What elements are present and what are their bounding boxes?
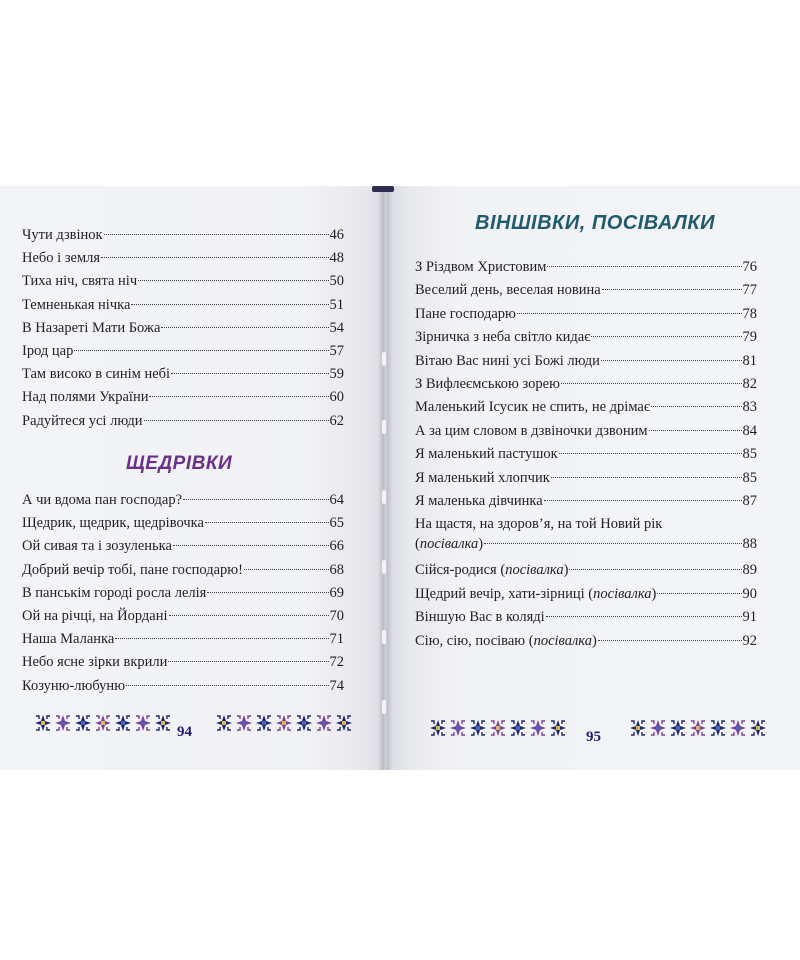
embroidery-motif-icon xyxy=(449,719,467,737)
toc-entry-page: 60 xyxy=(329,389,344,406)
right-page xyxy=(387,186,800,770)
toc-entry xyxy=(22,224,344,247)
toc-entry-title: В панськім городі росла лелія xyxy=(22,584,207,601)
binding-stitch xyxy=(382,560,386,574)
embroidery-motif-icon xyxy=(94,714,112,732)
toc-entry xyxy=(22,651,344,674)
dot-leader xyxy=(484,543,741,544)
toc-entry-page: 54 xyxy=(329,319,344,336)
dot-leader xyxy=(244,569,329,570)
dot-leader xyxy=(205,522,329,523)
embroidery-ornament-icon xyxy=(34,714,172,736)
dot-leader xyxy=(131,304,328,305)
binding-stitch xyxy=(382,630,386,644)
toc-entry-title: Вітаю Вас нині усі Божі люди xyxy=(415,352,600,369)
toc-entry-page: 46 xyxy=(329,227,344,243)
embroidery-ornament-icon xyxy=(215,714,353,736)
dot-leader xyxy=(546,616,742,617)
embroidery-motif-icon xyxy=(749,719,767,737)
toc-entry-page: 48 xyxy=(329,250,344,267)
dot-leader xyxy=(138,280,328,281)
binding-stitch xyxy=(382,420,386,434)
toc-entry-title: Тиха ніч, свята ніч xyxy=(22,273,138,290)
dot-leader xyxy=(161,327,328,328)
toc-entry xyxy=(22,317,344,340)
embroidery-motif-icon xyxy=(134,714,152,732)
toc-entry-page: 88 xyxy=(742,536,757,553)
toc-entry-title: Я маленька дівчинка xyxy=(415,493,543,509)
toc-entry-title: На щастя, на здоров’я, на той Новий рік xyxy=(415,516,663,533)
toc-entry-title: Там високо в синім небі xyxy=(22,366,171,383)
embroidery-motif-icon xyxy=(215,714,233,732)
binding-stitch xyxy=(382,700,386,714)
toc-entry-title: Наша Маланка xyxy=(22,631,115,648)
toc-entry-title: Зірничка з неба світло кидає xyxy=(415,329,591,346)
toc-entry-note: посівалка xyxy=(419,536,479,553)
toc-entry-page: 50 xyxy=(329,273,344,290)
dot-leader xyxy=(649,430,742,431)
dot-leader xyxy=(602,289,742,290)
toc-entry-title: А чи вдома пан господар? xyxy=(22,492,183,508)
dot-leader xyxy=(149,396,328,397)
toc-entry xyxy=(415,256,757,279)
embroidery-motif-icon xyxy=(275,714,293,732)
embroidery-motif-icon xyxy=(54,714,72,732)
toc-entry-page: 74 xyxy=(329,677,344,694)
toc-entry xyxy=(415,443,757,466)
embroidery-motif-icon xyxy=(469,719,487,737)
dot-leader xyxy=(169,615,329,616)
toc-entry-title: Маленький Ісусик не спить, не дрімає xyxy=(415,399,651,416)
toc-entry-page: 82 xyxy=(742,376,757,392)
toc-entry-title: Сійся-родися (посівалка) xyxy=(415,562,569,579)
toc-entry xyxy=(415,559,757,582)
toc-entry-title: Щедрик, щедрик, щедрівочка xyxy=(22,515,204,532)
toc-entry-page: 84 xyxy=(742,422,757,439)
toc-entry-title: А за цим словом в дзвіночки дзвоним xyxy=(415,422,648,439)
toc-entry-title: Веселий день, веселая новина xyxy=(415,282,601,299)
toc-entry-page: 69 xyxy=(329,584,344,601)
open-book xyxy=(0,186,800,770)
dot-leader xyxy=(598,640,742,641)
toc-entry xyxy=(415,279,757,302)
dot-leader xyxy=(569,569,741,570)
dot-leader xyxy=(591,336,741,337)
dot-leader xyxy=(168,661,328,662)
toc-entry-title: Козуню-любуню xyxy=(22,677,126,694)
embroidery-motif-icon xyxy=(235,714,253,732)
dot-leader xyxy=(104,234,329,235)
dot-leader xyxy=(126,685,328,686)
toc-entry-title: Я маленький хлопчик xyxy=(415,469,550,486)
toc-entry xyxy=(22,535,344,558)
dot-leader xyxy=(171,373,328,374)
toc-entry-page: 90 xyxy=(742,585,757,602)
toc-entry xyxy=(22,410,344,433)
embroidery-motif-icon xyxy=(295,714,313,732)
toc-entry-page: 92 xyxy=(742,632,757,649)
toc-entry-note: посівалка xyxy=(593,585,652,602)
embroidery-motif-icon xyxy=(34,714,52,732)
toc-entry-page: 77 xyxy=(742,282,757,299)
embroidery-motif-icon xyxy=(689,719,707,737)
dot-leader xyxy=(547,266,741,267)
toc-entry xyxy=(22,559,344,582)
toc-entry-page: 65 xyxy=(329,515,344,532)
toc-entry-page: 70 xyxy=(329,608,344,624)
toc-entry xyxy=(22,363,344,386)
cover-corner xyxy=(372,186,394,192)
toc-entry xyxy=(415,420,757,443)
toc-entry-page: 91 xyxy=(742,609,757,626)
embroidery-ornament-icon xyxy=(429,719,567,741)
toc-entry xyxy=(415,606,757,629)
toc-entry-page: 76 xyxy=(742,259,757,275)
dot-leader xyxy=(544,500,742,501)
embroidery-motif-icon xyxy=(669,719,687,737)
toc-entry-title: Ой на річці, на Йордані xyxy=(22,608,168,624)
dot-leader xyxy=(551,477,742,478)
toc-entry-title: Небо ясне зірки вкрили xyxy=(22,654,168,671)
toc-entry xyxy=(22,605,344,628)
toc-entry-page: 83 xyxy=(742,399,757,416)
dot-leader xyxy=(101,257,328,258)
embroidery-motif-icon xyxy=(74,714,92,732)
dot-leader xyxy=(183,499,328,500)
embroidery-motif-icon xyxy=(429,719,447,737)
toc-entry-title: Радуйтеся усі люди xyxy=(22,412,143,429)
dot-leader xyxy=(207,592,328,593)
toc-entry xyxy=(415,396,757,419)
embroidery-motif-icon xyxy=(649,719,667,737)
toc-entry xyxy=(22,582,344,605)
toc-entry-page: 57 xyxy=(329,343,344,359)
toc-entry-title: Добрий вечір тобі, пане господарю! xyxy=(22,561,243,578)
toc-entry xyxy=(22,294,344,317)
toc-entry-page: 81 xyxy=(742,352,757,369)
toc-entry-title: Небо і земля xyxy=(22,250,101,267)
embroidery-motif-icon xyxy=(114,714,132,732)
dot-leader xyxy=(559,453,742,454)
embroidery-motif-icon xyxy=(315,714,333,732)
embroidery-motif-icon xyxy=(709,719,727,737)
dot-leader xyxy=(601,360,742,361)
toc-entry-title: Ірод цар xyxy=(22,343,74,359)
toc-entry xyxy=(22,628,344,651)
toc-entry-title: Сію, сію, посіваю (посівалка) xyxy=(415,632,597,649)
toc-entry-title: Я маленький пастушок xyxy=(415,446,558,463)
dot-leader xyxy=(115,638,328,639)
toc-entry-title: В Назареті Мати Божа xyxy=(22,319,161,336)
toc-entry-page: 59 xyxy=(329,366,344,383)
dot-leader xyxy=(144,420,329,421)
toc-entry xyxy=(415,630,757,653)
toc-entry xyxy=(415,350,757,373)
dot-leader xyxy=(74,350,328,351)
page-number: 95 xyxy=(586,729,601,745)
section-heading-shchedrivky: ЩЕДРІВКИ xyxy=(126,453,233,474)
toc-entry-title: З Вифлеємською зорею xyxy=(415,376,560,392)
toc-entry-title: З Різдвом Христовим xyxy=(415,259,547,275)
toc-entry xyxy=(22,270,344,293)
embroidery-motif-icon xyxy=(255,714,273,732)
toc-entry xyxy=(415,326,757,349)
book-gutter xyxy=(378,186,392,770)
dot-leader xyxy=(657,593,741,594)
toc-entry-page: 66 xyxy=(329,538,344,555)
toc-entry-title: Щедрий вечір, хати-зірниці (посівалка) xyxy=(415,585,657,602)
toc-entry-page: 85 xyxy=(742,446,757,463)
dot-leader xyxy=(517,313,742,314)
embroidery-motif-icon xyxy=(529,719,547,737)
toc-entry xyxy=(415,467,757,490)
toc-entry-page: 68 xyxy=(329,561,344,578)
toc-entry-title: Пане господарю xyxy=(415,305,516,322)
toc-entry xyxy=(22,386,344,409)
toc-entry-title: Над полями України xyxy=(22,389,149,406)
embroidery-motif-icon xyxy=(509,719,527,737)
dot-leader xyxy=(173,545,329,546)
toc-entry-page: 78 xyxy=(742,305,757,322)
toc-entry xyxy=(415,303,757,326)
toc-entry-page: 89 xyxy=(742,562,757,579)
embroidery-motif-icon xyxy=(489,719,507,737)
toc-entry-page: 85 xyxy=(742,469,757,486)
binding-stitch xyxy=(382,490,386,504)
toc-entry-title: Ой сивая та і зозуленька xyxy=(22,538,172,555)
toc-entry xyxy=(22,512,344,535)
toc-entry: На щастя, на здоров’я, на той Новий рік (посівалка) 88 xyxy=(415,513,757,553)
embroidery-ornament-icon xyxy=(629,719,767,741)
section-heading-vinshivky: ВІНШІВКИ, ПОСІВАЛКИ xyxy=(475,212,716,234)
page-number: 94 xyxy=(177,724,192,740)
toc-entry xyxy=(415,583,757,606)
embroidery-motif-icon xyxy=(335,714,353,732)
binding-stitch xyxy=(382,352,386,366)
toc-entry-note: посівалка xyxy=(533,632,592,649)
toc-entry-page: 62 xyxy=(329,412,344,429)
toc-entry xyxy=(22,675,344,698)
embroidery-motif-icon xyxy=(154,714,172,732)
embroidery-motif-icon xyxy=(629,719,647,737)
toc-entry-page: 64 xyxy=(329,492,344,508)
toc-entry xyxy=(22,489,344,512)
toc-entry-title: Віншую Вас в коляді xyxy=(415,609,545,626)
dot-leader xyxy=(651,406,741,407)
toc-entry xyxy=(22,340,344,363)
toc-entry-title: Чути дзвінок xyxy=(22,227,103,243)
toc-entry xyxy=(22,247,344,270)
toc-entry-page: 72 xyxy=(329,654,344,671)
embroidery-motif-icon xyxy=(549,719,567,737)
toc-entry-title: Темненькая нічка xyxy=(22,296,131,313)
dot-leader xyxy=(561,383,742,384)
embroidery-motif-icon xyxy=(729,719,747,737)
toc-entry xyxy=(415,490,757,513)
toc-entry-page: 79 xyxy=(742,329,757,346)
toc-entry-note: посівалка xyxy=(505,562,564,579)
toc-entry-page: 87 xyxy=(742,493,757,509)
toc-entry xyxy=(415,373,757,396)
left-page xyxy=(0,186,384,770)
toc-entry-page: 51 xyxy=(329,296,344,313)
toc-entry-page: 71 xyxy=(329,631,344,648)
